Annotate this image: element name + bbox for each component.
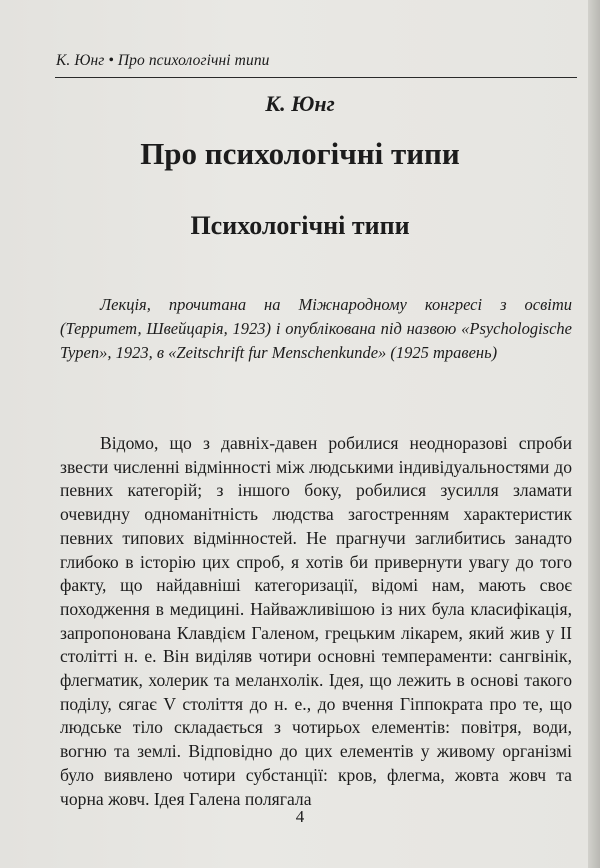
author-name: К. Юнг [265, 91, 335, 116]
body-paragraph: Відомо, що з давніх-давен робилися неодноразові спроби звести численні відмінності між людськими індивідуальностями до певних категорій; з іншого боку, робилися зусилля зламати очевидну одноманітність людства загостренням характеристик певних типових відмінностей. Не прагнучи заглибитись занадто глибоко в історію цих спроб, я хотів би привернути увагу до того факту, що найдавніші категоризації, відомі нам, мають своє походження в медицині. Найважливішою із них була класифікація, запропонована Клавдієм Галеном, грецьким лікарем, який жив у II столітті н. е. Він виділяв чотири основні темпераменти: сангвінік, флегматик, холерик та меланхолік. Ідея, що лежить в основі такого поділу, сягає V століття до н. е., до вчення Гіппократа про те, що людське тіло складається з чотирьох елементів: повітря, води, вогню та землі. Відповідно до цих елементів у живому організмі було виявлено чотири субстанції: кров, флегма, жовта жовч та чорна жовч. Ідея Галена полягала [60, 433, 572, 809]
epigraph-note: Лекція, прочитана на Міжнародному конгресі з освіти (Территет, Швейцарія, 1923) і опублікована під назвою «Psychologische Typen», 1923, в «Zeitschrift fur Menschenkunde» (1925 травень) [60, 295, 572, 362]
header-rule [55, 77, 577, 78]
running-head: К. Юнг • Про психологічні типи [56, 52, 270, 69]
page-number: 4 [295, 807, 305, 826]
page-title: Про психологічні типи [140, 136, 460, 171]
section-title: Психологічні типи [190, 211, 410, 240]
page-edge [588, 0, 600, 868]
